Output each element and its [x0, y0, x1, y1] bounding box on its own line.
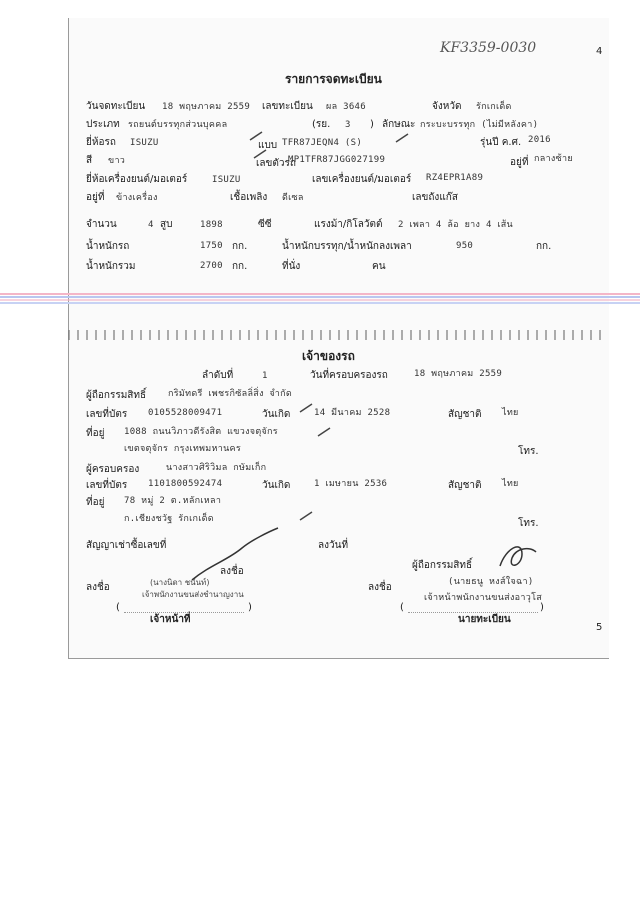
kg-unit: กก.	[536, 241, 552, 252]
possessor-nationality: ไทย	[502, 479, 519, 489]
reg-date-label: วันจดทะเบียน	[86, 101, 146, 112]
brand-label: ยี่ห้อรถ	[86, 137, 116, 148]
contract-date-label: ลงวันที่	[318, 540, 349, 551]
owner-section-title: เจ้าของรถ	[302, 349, 355, 363]
vehicle-style: กระบะบรรทุก (ไม่มีหลังคา)	[420, 120, 539, 130]
brand: ISUZU	[130, 138, 159, 148]
model-label: แบบ	[258, 140, 278, 151]
color-label: สี	[86, 155, 93, 166]
ownership-date: 18 พฤษภาคม 2559	[414, 369, 503, 379]
load-weight: 950	[456, 241, 474, 251]
possessor-address-label: ที่อยู่	[86, 497, 105, 508]
check-mark	[250, 132, 262, 140]
cc-unit: ซีซี	[258, 219, 272, 230]
total-weight-label: น้ำหนักรวม	[86, 261, 136, 272]
holder-nationality: ไทย	[502, 408, 519, 418]
possessor-address-line1: 78 หมู่ 2 ต.หลักเหลา	[124, 496, 222, 506]
paren-right: )	[540, 602, 544, 613]
kg-unit: กก.	[232, 241, 248, 252]
holder-dob: 14 มีนาคม 2528	[314, 408, 391, 418]
official-position: เจ้าพนักงานขนส่งชำนาญงาน	[142, 590, 244, 599]
cc-value: 1898	[200, 220, 223, 230]
holder-nationality-label: สัญชาติ	[448, 409, 482, 420]
check-mark	[318, 428, 330, 436]
load-label: น้ำหนักบรรทุก/น้ำหนักลงเพลา	[282, 241, 412, 252]
possessor-nationality-label: สัญชาติ	[448, 480, 482, 491]
registrar-signature	[500, 547, 536, 566]
rs-open: (รย.	[312, 119, 331, 130]
holder-address-label: ที่อยู่	[86, 428, 105, 439]
chassis-number: MP1TFR87JGG027199	[288, 155, 386, 165]
gas-tank-label: เลขถังแก๊ส	[412, 192, 458, 203]
color-value: ขาว	[108, 156, 126, 166]
model-year: 2016	[528, 135, 551, 145]
engine-loc-label: อยู่ที่	[86, 192, 105, 203]
reg-number: ผล 3646	[326, 102, 366, 112]
holder-id-label: เลขที่บัตร	[86, 409, 128, 420]
order-number: 1	[262, 371, 268, 381]
holder-address-line1: 1088 ถนนวิภาวดีรังสิต แขวงจตุจักร	[124, 427, 278, 437]
power-label: แรงม้า/กิโลวัตต์	[314, 219, 383, 230]
model: TFR87JEQN4 (S)	[282, 138, 363, 148]
possessor-id: 1101800592474	[148, 479, 223, 489]
possessor-phone-label: โทร.	[518, 518, 539, 529]
ownership-date-label: วันที่ครอบครองรถ	[310, 370, 388, 381]
chassis-location: กลางซ้าย	[534, 154, 573, 164]
engine-brand-label: ยี่ห้อเครื่องยนต์/มอเตอร์	[86, 174, 188, 185]
holder-label: ผู้ถือกรรมสิทธิ์	[86, 390, 147, 401]
reg-number-label: เลขทะเบียน	[262, 101, 313, 112]
seats-unit: คน	[372, 261, 386, 272]
holder-name: กริมัทดรี เพชรกิซัลลิ่สิ่ง จำกัด	[168, 389, 293, 399]
rs-close: )	[370, 119, 374, 130]
page-number-bottom: 5	[596, 622, 603, 633]
registrar-position: เจ้าหน้าพนักงานขนส่งอาวุโส	[424, 593, 543, 603]
holder-phone-label: โทร.	[518, 446, 539, 457]
possessor-name: นางสาวศิริวิมล กษัมเก็ก	[166, 463, 267, 473]
chassis-location-label: อยู่ที่	[510, 157, 529, 168]
engine-brand: ISUZU	[212, 175, 241, 185]
holder-address-line2: เขตจตุจักร กรุงเทพมหานคร	[124, 444, 242, 454]
possessor-address-line2: ก.เชียงชวัฐ รักเกเด็ด	[124, 514, 214, 524]
vehicle-type: รถยนต์บรรทุกส่วนบุคคล	[128, 120, 228, 130]
holder-id: 0105528009471	[148, 408, 223, 418]
chassis-label: เลขตัวรถ	[256, 158, 296, 169]
count-label: จำนวน	[86, 219, 117, 230]
province-label: จังหวัด	[432, 101, 462, 112]
check-mark	[300, 512, 312, 520]
axles-wheels: 2 เพลา 4 ล้อ ยาง 4 เส้น	[398, 220, 514, 230]
total-weight: 2700	[200, 261, 223, 271]
reg-date: 18 พฤษภาคม 2559	[162, 102, 251, 112]
order-label: ลำดับที่	[202, 370, 234, 381]
possessor-dob-label: วันเกิด	[262, 480, 291, 491]
official-signature	[192, 528, 278, 580]
seats-label: ที่นั่ง	[282, 261, 301, 272]
rs-number: 3	[345, 120, 351, 130]
possessor-dob: 1 เมษายน 2536	[314, 479, 388, 489]
weight-label: น้ำหนักรถ	[86, 241, 130, 252]
paren-left: (	[116, 602, 120, 613]
cylinder-unit: สูบ	[160, 219, 173, 230]
registrar-title: นายทะเบียน	[458, 614, 511, 625]
fuel: ดีเซล	[282, 193, 304, 203]
sign-label-left: ลงชื่อ	[86, 582, 110, 593]
fuel-label: เชื้อเพลิง	[230, 192, 268, 203]
engine-number: RZ4EPR1A89	[426, 173, 484, 183]
paren-left: (	[400, 602, 404, 613]
sign-label-right: ลงชื่อ	[368, 582, 392, 593]
check-mark	[396, 134, 408, 142]
possessor-id-label: เลขที่บัตร	[86, 480, 128, 491]
engine-location: ข้างเครื่อง	[116, 193, 158, 203]
engine-number-label: เลขเครื่องยนต์/มอเตอร์	[312, 174, 412, 185]
official-name: (นางนิดา ชนันท์)	[150, 578, 210, 587]
registrar-name: (นายธนู หงส์ใจฉา)	[448, 577, 534, 587]
check-mark	[300, 404, 312, 412]
document-title: รายการจดทะเบียน	[285, 72, 382, 86]
province: รักเกเด็ด	[476, 102, 512, 112]
sign-label-mid: ลงชื่อ	[220, 566, 244, 577]
type-label: ประเภท	[86, 119, 120, 130]
style-label: ลักษณะ	[382, 119, 416, 130]
official-title: เจ้าหน้าที่	[150, 614, 191, 625]
contract-label: สัญญาเช่าซื้อเลขที่	[86, 540, 167, 551]
paren-right: )	[248, 602, 252, 613]
possessor-label: ผู้ครอบครอง	[86, 464, 140, 475]
page-number-top: 4	[596, 46, 603, 57]
kg-unit: กก.	[232, 261, 248, 272]
year-label: รุ่นปี ค.ศ.	[480, 137, 522, 148]
vehicle-weight: 1750	[200, 241, 223, 251]
handwritten-reference: KF3359-0030	[440, 40, 537, 56]
holder-dob-label: วันเกิด	[262, 409, 291, 420]
cylinders: 4	[148, 220, 154, 230]
check-mark	[254, 150, 266, 158]
holder-sign-label: ผู้ถือกรรมสิทธิ์	[412, 560, 473, 571]
